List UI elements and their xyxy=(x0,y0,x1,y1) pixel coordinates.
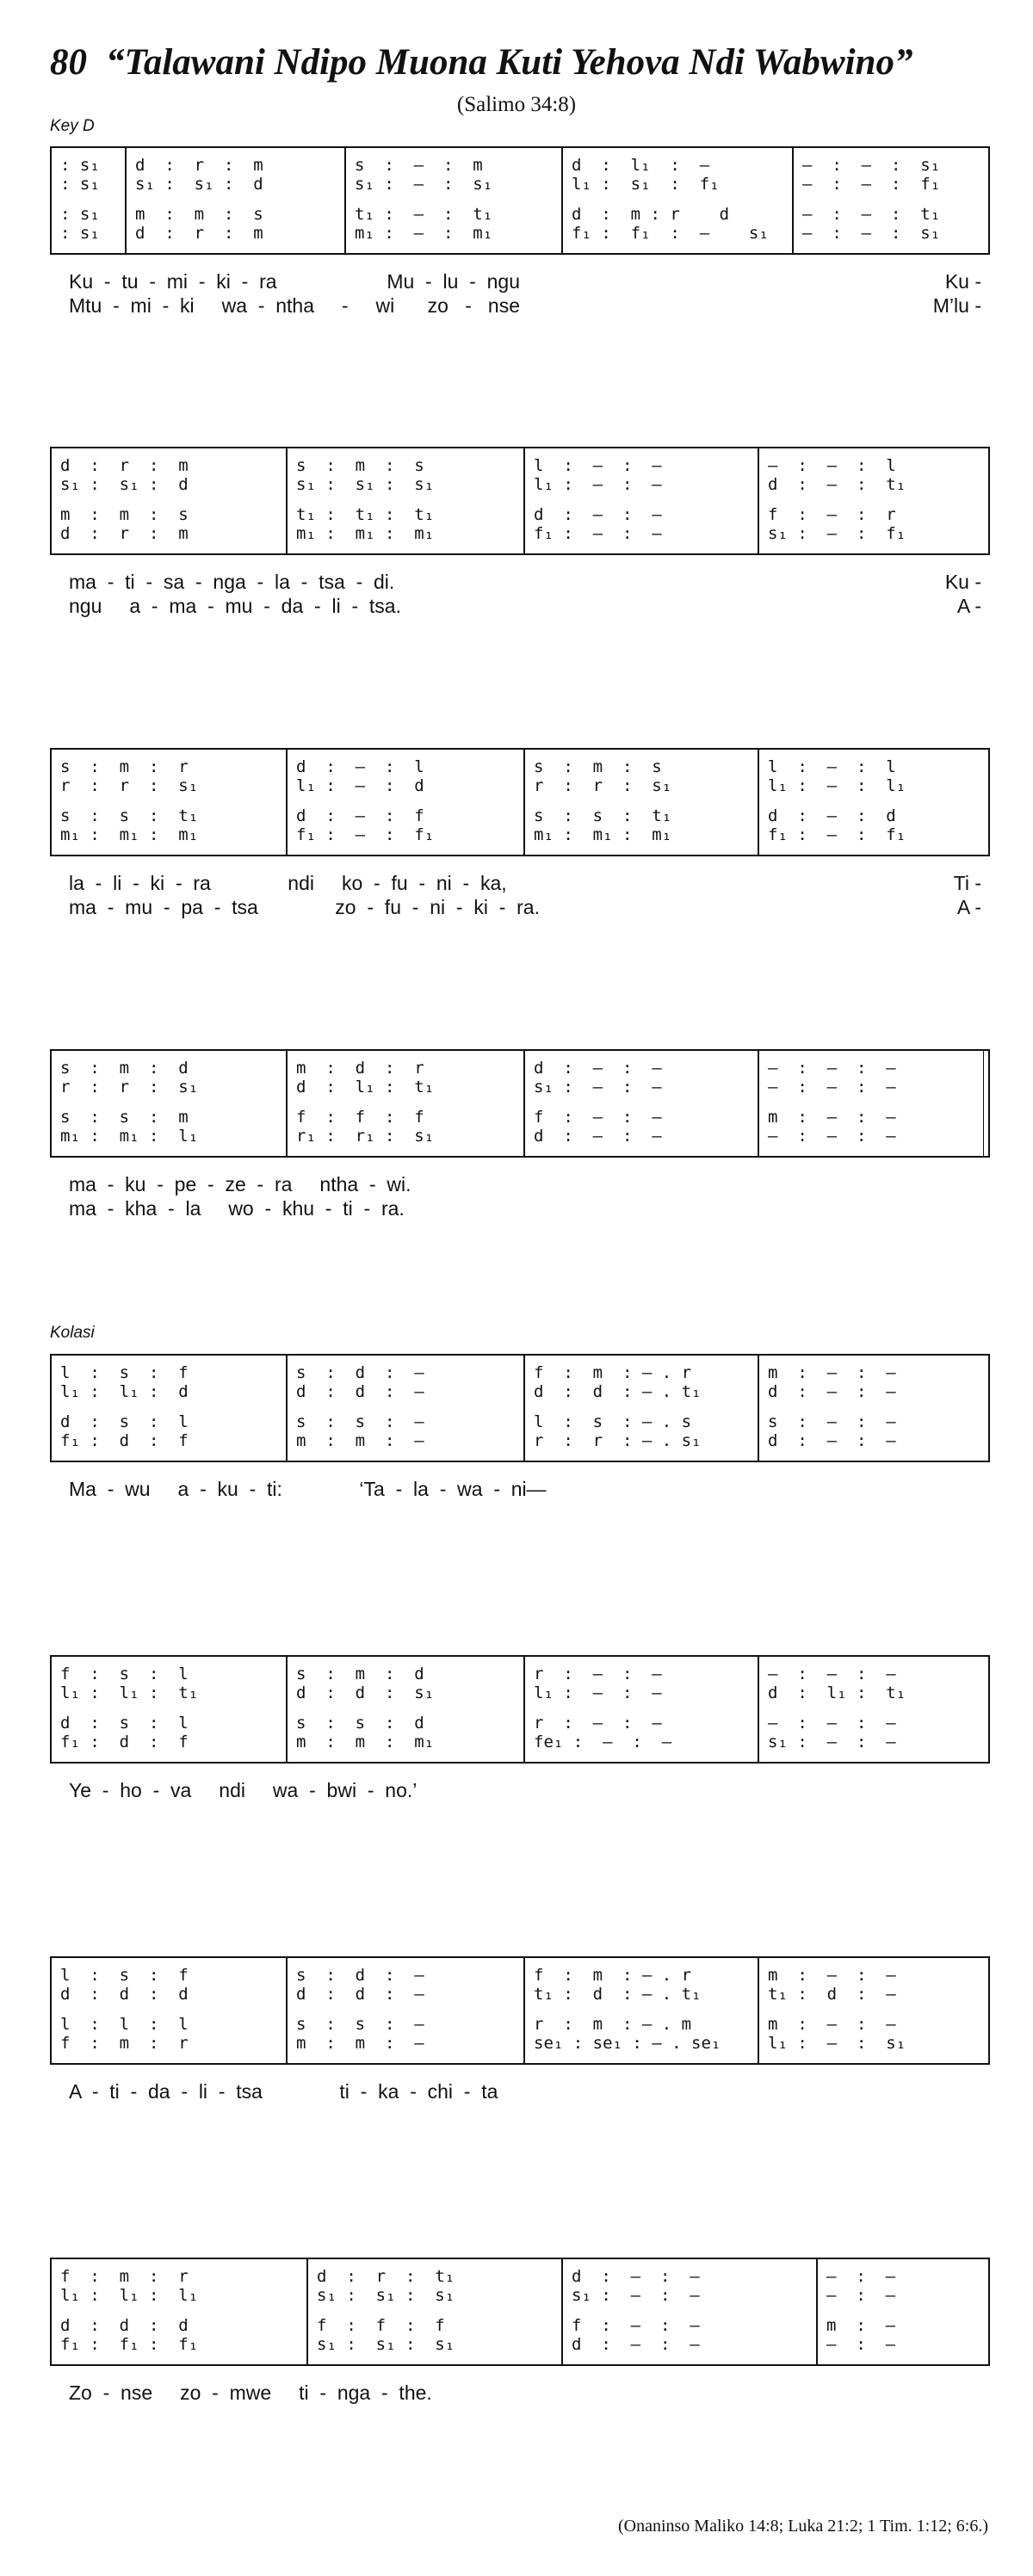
tenor-line: s : s : — xyxy=(296,2015,424,2034)
soprano-line: l : — : l xyxy=(768,757,896,776)
alto-line: d : l₁ : t₁ xyxy=(296,1078,435,1096)
soprano-line: m : — : — xyxy=(768,1966,896,1985)
soprano-line: d : l₁ : — xyxy=(572,156,710,175)
bass-line: s₁ : s₁ : s₁ xyxy=(317,2335,455,2354)
alto-line: : s₁ xyxy=(60,175,100,194)
alto-line: s₁ : — : s₁ xyxy=(355,175,493,194)
tenor-line: f : f : f xyxy=(317,2316,445,2335)
soprano-line: l : s : f xyxy=(60,1966,189,1985)
alto-line: l₁ : l₁ : d xyxy=(60,1382,189,1401)
soprano-line: d : — : — xyxy=(572,2267,700,2286)
alto-line: — : — : f₁ xyxy=(802,175,941,194)
measure xyxy=(758,1657,990,1762)
alto-line: d : d : s₁ xyxy=(296,1683,435,1702)
alto-line: s₁ : s₁ : s₁ xyxy=(317,2286,455,2305)
staff-system xyxy=(50,2258,990,2366)
bass-line: s₁ : — : f₁ xyxy=(768,524,906,543)
measure xyxy=(523,1958,759,2063)
tenor-line: r : m : — . m xyxy=(534,2015,692,2034)
tenor-line: — : — : t₁ xyxy=(802,205,941,224)
alto-line: d : — : — xyxy=(768,1382,896,1401)
soprano-line: d : — : l xyxy=(296,757,424,776)
bass-line: r₁ : r₁ : s₁ xyxy=(296,1127,435,1146)
bass-line: d : — : — xyxy=(572,2335,700,2354)
soprano-line: — : — : — xyxy=(768,1665,896,1683)
final-barline xyxy=(983,1051,984,1156)
soprano-line: s : d : — xyxy=(296,1363,424,1382)
measure xyxy=(561,2259,818,2364)
measure xyxy=(52,1657,286,1762)
bass-line: m₁ : m₁ : l₁ xyxy=(60,1127,199,1146)
soprano-line: — : — xyxy=(826,2267,896,2286)
measure xyxy=(52,1958,286,2063)
bass-line: m₁ : m₁ : m₁ xyxy=(296,524,435,543)
lyric-line: ma - kha - la wo - khu - ti - ra. xyxy=(69,1197,405,1220)
alto-line: l₁ : — : l₁ xyxy=(768,776,906,795)
measure xyxy=(523,1657,759,1762)
lyric-pickup: A - xyxy=(956,896,981,918)
bass-line: — : — : s₁ xyxy=(802,224,941,243)
measure xyxy=(344,148,563,253)
tenor-line: s : s : t₁ xyxy=(60,806,199,825)
bass-line: f₁ : d : f xyxy=(60,1431,189,1450)
bass-line: — : — : — xyxy=(768,1127,896,1146)
soprano-line: d : r : m xyxy=(60,456,189,475)
tenor-line: f : f : f xyxy=(296,1108,424,1127)
measure xyxy=(52,2259,306,2364)
measure xyxy=(758,750,990,855)
bass-line: r : r : — . s₁ xyxy=(534,1431,702,1450)
soprano-line: — : — : — xyxy=(768,1059,896,1078)
soprano-line: f : s : l xyxy=(60,1665,189,1683)
key-signature: Key D xyxy=(50,117,95,135)
alto-line: t₁ : d : — xyxy=(768,1985,896,2004)
tenor-line: m : m : s xyxy=(60,505,189,524)
measure xyxy=(52,750,286,855)
alto-line: d : d : — . t₁ xyxy=(534,1382,702,1401)
soprano-line: s : m : d xyxy=(60,1059,189,1078)
alto-line: — : — : — xyxy=(768,1078,896,1096)
alto-line: l₁ : l₁ : t₁ xyxy=(60,1683,199,1702)
tenor-line: — : — : — xyxy=(768,1714,896,1733)
soprano-line: — : — : s₁ xyxy=(802,156,941,175)
bass-line: m₁ : m₁ : m₁ xyxy=(534,825,672,844)
tenor-line: d : s : l xyxy=(60,1714,189,1733)
scripture-references: (Onaninso Maliko 14:8; Luka 21:2; 1 Tim. 1:12; 6:6.) xyxy=(617,2517,988,2536)
song-number: 80 xyxy=(50,42,87,83)
lyric-line: la - li - ki - ra ndi ko - fu - ni - ka, xyxy=(69,872,507,894)
tenor-line: t₁ : — : t₁ xyxy=(355,205,493,224)
tenor-line: d : s : l xyxy=(60,1412,189,1431)
chorus-label: Kolasi xyxy=(50,1324,95,1342)
song-subtitle: (Salimo 34:8) xyxy=(456,93,577,116)
staff-system xyxy=(50,1956,990,2065)
bass-line: l₁ : — : s₁ xyxy=(768,2034,906,2053)
bass-line: d : r : m xyxy=(60,524,189,543)
bass-line: f₁ : f₁ : — s₁ xyxy=(572,224,769,243)
soprano-line: s : m : r xyxy=(60,757,189,776)
bass-line: d : r : m xyxy=(135,224,263,243)
alto-line: d : — : t₁ xyxy=(768,475,906,494)
alto-line: r : r : s₁ xyxy=(534,776,672,795)
soprano-line: d : r : m xyxy=(135,156,263,175)
tenor-line: r : — : — xyxy=(534,1714,662,1733)
alto-line: d : d : d xyxy=(60,1985,189,2004)
lyric-line: ma - ti - sa - nga - la - tsa - di. xyxy=(69,571,395,593)
tenor-line: s : s : d xyxy=(296,1714,424,1733)
lyric-pickup: M’lu - xyxy=(932,294,981,317)
measure xyxy=(286,750,525,855)
soprano-line: s : m : s xyxy=(534,757,662,776)
soprano-line: : s₁ xyxy=(60,156,100,175)
measure xyxy=(523,448,759,553)
bass-line: fe₁ : — : — xyxy=(534,1733,672,1751)
measure xyxy=(286,448,525,553)
measure xyxy=(523,1051,759,1156)
bass-line: m : m : m₁ xyxy=(296,1733,435,1751)
measure xyxy=(286,1657,525,1762)
measure xyxy=(52,1356,286,1461)
lyric-line: Mtu - mi - ki wa - ntha - wi zo - nse xyxy=(69,294,520,317)
alto-line: d : l₁ : t₁ xyxy=(768,1683,906,1702)
lyric-line: ma - ku - pe - ze - ra ntha - wi. xyxy=(69,1173,411,1195)
soprano-line: — : — : l xyxy=(768,456,896,475)
measure xyxy=(52,448,286,553)
measure xyxy=(758,1958,990,2063)
bass-line: f₁ : — : — xyxy=(534,524,662,543)
tenor-line: l : s : — . s xyxy=(534,1412,692,1431)
soprano-line: m : — : — xyxy=(768,1363,896,1382)
alto-line: s₁ : — : — xyxy=(534,1078,662,1096)
tenor-line: m : — : — xyxy=(768,2015,896,2034)
alto-line: l₁ : l₁ : l₁ xyxy=(60,2286,199,2305)
bass-line: d : — : — xyxy=(768,1431,896,1450)
alto-line: l₁ : — : — xyxy=(534,1683,662,1702)
bass-line: f₁ : f₁ : f₁ xyxy=(60,2335,199,2354)
measure xyxy=(52,1051,286,1156)
alto-line: t₁ : d : — . t₁ xyxy=(534,1985,702,2004)
alto-line: — : — xyxy=(826,2286,896,2305)
bass-line: : s₁ xyxy=(60,224,100,243)
soprano-line: s : — : m xyxy=(355,156,483,175)
lyric-pickup: Ku - xyxy=(944,270,981,293)
bass-line: f₁ : d : f xyxy=(60,1733,189,1751)
tenor-line: m : — xyxy=(826,2316,896,2335)
tenor-line: f : — : r xyxy=(768,505,896,524)
lyric-pickup: Ti - xyxy=(953,872,981,894)
staff-system xyxy=(50,1354,990,1462)
alto-line: r : r : s₁ xyxy=(60,776,199,795)
tenor-line: s : s : — xyxy=(296,1412,424,1431)
staff-system xyxy=(50,146,990,255)
measure xyxy=(561,148,794,253)
tenor-line: m : — : — xyxy=(768,1108,896,1127)
bass-line: s₁ : — : — xyxy=(768,1733,896,1751)
measure xyxy=(125,148,346,253)
bass-line: m₁ : m₁ : m₁ xyxy=(60,825,199,844)
tenor-line: d : — : d xyxy=(768,806,896,825)
bass-line: m : m : — xyxy=(296,2034,424,2053)
lyric-line: Ku - tu - mi - ki - ra Mu - lu - ngu xyxy=(69,270,520,293)
soprano-line: s : m : d xyxy=(296,1665,424,1683)
lyric-line: Ye - ho - va ndi wa - bwi - no.’ xyxy=(69,1779,418,1801)
soprano-line: f : m : — . r xyxy=(534,1363,692,1382)
tenor-line: d : — : f xyxy=(296,806,424,825)
measure xyxy=(758,1356,990,1461)
lyric-pickup: Ku - xyxy=(944,571,981,593)
lyric-line: ma - mu - pa - tsa zo - fu - ni - ki - ra. xyxy=(69,896,540,918)
tenor-line: s : s : m xyxy=(60,1108,189,1127)
tenor-line: m : m : s xyxy=(135,205,263,224)
alto-line: l₁ : — : — xyxy=(534,475,662,494)
tenor-line: s : s : t₁ xyxy=(534,806,672,825)
alto-line: l₁ : — : d xyxy=(296,776,424,795)
tenor-line: t₁ : t₁ : t₁ xyxy=(296,505,435,524)
song-title-row xyxy=(50,41,912,83)
bass-line: m₁ : — : m₁ xyxy=(355,224,493,243)
tenor-line: l : l : l xyxy=(60,2015,189,2034)
lyric-line: A - ti - da - li - tsa ti - ka - chi - ta xyxy=(69,2080,498,2103)
measure xyxy=(792,148,990,253)
bass-line: se₁ : se₁ : — . se₁ xyxy=(534,2034,721,2053)
soprano-line: f : m : r xyxy=(60,2267,189,2286)
tenor-line: s : — : — xyxy=(768,1412,896,1431)
soprano-line: m : d : r xyxy=(296,1059,424,1078)
measure xyxy=(306,2259,563,2364)
measure xyxy=(816,2259,990,2364)
soprano-line: s : m : s xyxy=(296,456,424,475)
soprano-line: l : — : — xyxy=(534,456,662,475)
soprano-line: r : — : — xyxy=(534,1665,662,1683)
staff-system xyxy=(50,1655,990,1764)
lyric-line: Ma - wu a - ku - ti: ‘Ta - la - wa - ni— xyxy=(69,1478,547,1500)
alto-line: d : d : — xyxy=(296,1985,424,2004)
bass-line: f : m : r xyxy=(60,2034,189,2053)
tenor-line: d : — : — xyxy=(534,505,662,524)
bass-line: f₁ : — : f₁ xyxy=(768,825,906,844)
bass-line: m : m : — xyxy=(296,1431,424,1450)
lyric-line: ngu a - ma - mu - da - li - tsa. xyxy=(69,595,401,617)
bass-line: — : — xyxy=(826,2335,896,2354)
staff-system xyxy=(50,447,990,555)
staff-system xyxy=(50,748,990,856)
tenor-line: d : d : d xyxy=(60,2316,189,2335)
bass-line: d : — : — xyxy=(534,1127,662,1146)
alto-line: s₁ : — : — xyxy=(572,2286,700,2305)
tenor-line: d : m : r d xyxy=(572,205,730,224)
bass-line: f₁ : — : f₁ xyxy=(296,825,435,844)
alto-line: r : r : s₁ xyxy=(60,1078,199,1096)
tenor-line: : s₁ xyxy=(60,205,100,224)
lyric-line: Zo - nse zo - mwe ti - nga - the. xyxy=(69,2381,432,2404)
measure xyxy=(52,148,125,253)
measure xyxy=(286,1051,525,1156)
song-title: “Talawani Ndipo Muona Kuti Yehova Ndi Wabwino” xyxy=(106,42,913,83)
soprano-line: f : m : — . r xyxy=(534,1966,692,1985)
measure xyxy=(758,448,990,553)
measure xyxy=(286,1958,525,2063)
staff-system xyxy=(50,1049,990,1158)
soprano-line: d : — : — xyxy=(534,1059,662,1078)
alto-line: s₁ : s₁ : s₁ xyxy=(296,475,435,494)
lyric-pickup: A - xyxy=(956,595,981,617)
soprano-line: l : s : f xyxy=(60,1363,189,1382)
soprano-line: d : r : t₁ xyxy=(317,2267,455,2286)
measure xyxy=(523,750,759,855)
alto-line: l₁ : s₁ : f₁ xyxy=(572,175,720,194)
tenor-line: f : — : — xyxy=(572,2316,700,2335)
alto-line: s₁ : s₁ : d xyxy=(60,475,189,494)
measure xyxy=(523,1356,759,1461)
measure xyxy=(286,1356,525,1461)
alto-line: d : d : — xyxy=(296,1382,424,1401)
soprano-line: s : d : — xyxy=(296,1966,424,1985)
measure xyxy=(758,1051,990,1156)
alto-line: s₁ : s₁ : d xyxy=(135,175,263,194)
tenor-line: f : — : — xyxy=(534,1108,662,1127)
